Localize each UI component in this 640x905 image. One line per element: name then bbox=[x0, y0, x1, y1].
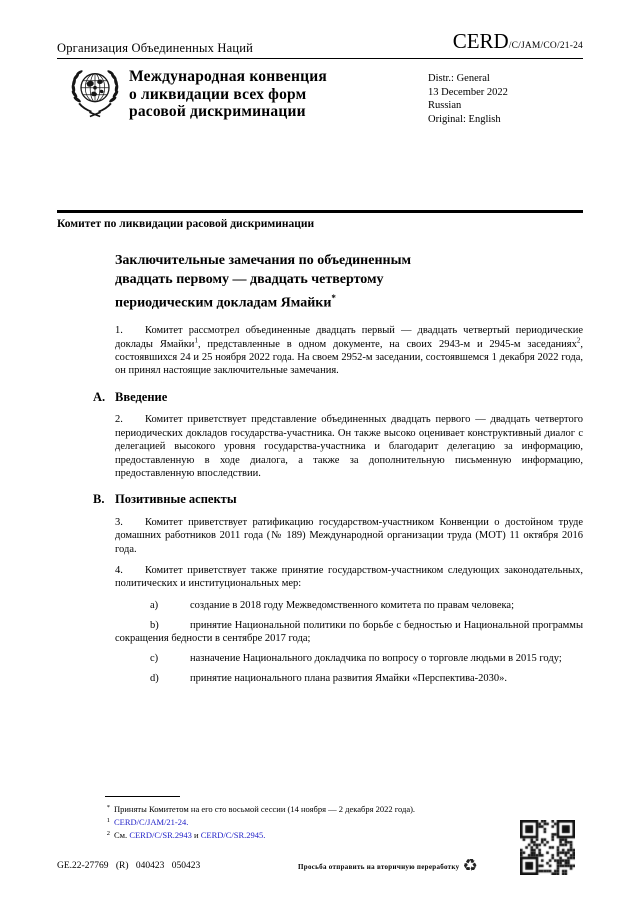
paragraph-number: 3. bbox=[115, 516, 123, 528]
list-item-d: d) принятие национального плана развития Ямайки «Перспектива-2030». bbox=[150, 672, 508, 684]
paragraph-number: 2. bbox=[115, 414, 123, 426]
list-item-c: c) назначение Национального докладчика по вопросу о торговле людьми в 2015 году; bbox=[150, 653, 562, 665]
committee-name: Комитет по ликвидации расовой дискриминации bbox=[57, 218, 315, 230]
original-line: Original: English bbox=[428, 113, 501, 125]
date-line: 13 December 2022 bbox=[428, 86, 508, 98]
masthead-divider bbox=[57, 210, 583, 213]
list-item-a: a) создание в 2018 году Межведомственного комитета по правам человека; bbox=[150, 599, 515, 611]
language-line: Russian bbox=[428, 100, 462, 111]
document-title-line3: периодическим докладам Ямайки* bbox=[115, 293, 336, 311]
list-item-label: a) bbox=[150, 599, 159, 611]
paragraph-number: 1. bbox=[115, 325, 123, 337]
document-link[interactable]: CERD/C/JAM/21-24. bbox=[114, 817, 189, 827]
section-b-letter: B. bbox=[93, 492, 105, 507]
summary-record-link-2[interactable]: CERD/C/SR.2945. bbox=[200, 830, 266, 840]
footnote-divider bbox=[105, 796, 180, 797]
list-item-label: c) bbox=[150, 653, 159, 665]
document-symbol bbox=[453, 31, 583, 56]
paragraph-number: 4. bbox=[115, 565, 123, 577]
convention-title bbox=[129, 68, 424, 121]
document-title bbox=[115, 252, 583, 313]
footnote-ref-1: 1 bbox=[194, 336, 198, 345]
footnote-1: 1 CERD/C/JAM/21-24. bbox=[106, 817, 189, 827]
section-a-heading bbox=[93, 390, 583, 405]
convention-title-line2: о ликвидации всех форм bbox=[129, 85, 307, 103]
un-emblem-icon bbox=[68, 64, 122, 120]
section-b-title: Позитивные аспекты bbox=[115, 492, 237, 507]
document-symbol-rest: /C/JAM/CO/21-24 bbox=[508, 41, 583, 51]
recycle-notice bbox=[298, 858, 478, 875]
document-title-line2: двадцать первому — двадцать четвертому bbox=[115, 271, 384, 287]
paragraph-2: 2. Комитет приветствует представление объединенных двадцать первого — двадцать четвертого периодических докладов государства-участника. Он также высоко оценивает конструктивный диалог с делегацией высокого уровня государства-участника и благодарит делегацию за информацию, предоставленную в ходе диалога, а также за дополнительную письменную информацию, предоставленную впоследствии. bbox=[115, 414, 583, 479]
document-title-line1: Заключительные замечания по объединенным bbox=[115, 253, 412, 268]
section-b-heading bbox=[93, 492, 583, 507]
page-header bbox=[57, 29, 583, 59]
paragraph-3: 3. Комитет приветствует ратификацию государством-участником Конвенции о достойном труде домашних работников 2011 года (№ 189) Международной организации труда (МОТ) 11 октября 2016 года. bbox=[115, 516, 583, 555]
convention-title-line1: Международная конвенция bbox=[129, 68, 327, 85]
footnote-ref-2: 2 bbox=[576, 336, 581, 345]
distr-line: Distr.: General bbox=[428, 73, 490, 84]
ge-reference-number: GE.22-27769 (R) 040423 050423 bbox=[57, 861, 201, 871]
document-symbol-main: CERD bbox=[452, 29, 509, 53]
un-org-name: Организация Объединенных Наций bbox=[57, 41, 254, 55]
list-item-b: b) принятие Национальной политики по борьбе с бедностью и Национальной программы сокращения бедности в сентябре 2017 года; bbox=[115, 619, 583, 645]
distribution-block bbox=[428, 72, 508, 126]
summary-record-link-1[interactable]: CERD/C/SR.2943 bbox=[129, 830, 192, 840]
paragraph-1: 1. Комитет рассмотрел объединенные двадцать первый — двадцать четвертый периодические доклады Ямайки$^1$, представленные в одном документе, на своих 2943-м и 2945-м заседаниях$^2$, состоявшихся 24 и 25 ноября 2022 года. На своем 2952-м заседании, состоявшемся 1 декабря 2022 года, он принял настоящие заключительные замечания. bbox=[115, 325, 583, 377]
convention-title-line3: расовой дискриминации bbox=[129, 103, 306, 120]
list-item-label: d) bbox=[150, 672, 159, 684]
footnotes bbox=[97, 796, 537, 841]
section-a-letter: A. bbox=[93, 389, 106, 404]
footnote-star: * Приняты Комитетом на его сто восьмой сессии (14 ноября — 2 декабря 2022 года). bbox=[106, 804, 416, 814]
main-content bbox=[93, 252, 583, 692]
recycle-text: Просьба отправить на вторичную переработку bbox=[298, 862, 460, 871]
title-footnote-star: * bbox=[331, 293, 336, 303]
masthead bbox=[57, 62, 583, 202]
list-item-label: b) bbox=[150, 619, 159, 631]
qr-code bbox=[520, 820, 575, 875]
paragraph-4: 4. Комитет приветствует также принятие государством-участником следующих законодательных, политических и институциональных мер: bbox=[115, 565, 583, 590]
footnote-2: 2 См. CERD/C/SR.2943 и CERD/C/SR.2945. bbox=[106, 830, 266, 840]
section-a-title: Введение bbox=[115, 389, 168, 404]
recycle-icon: ♻ bbox=[462, 856, 478, 876]
